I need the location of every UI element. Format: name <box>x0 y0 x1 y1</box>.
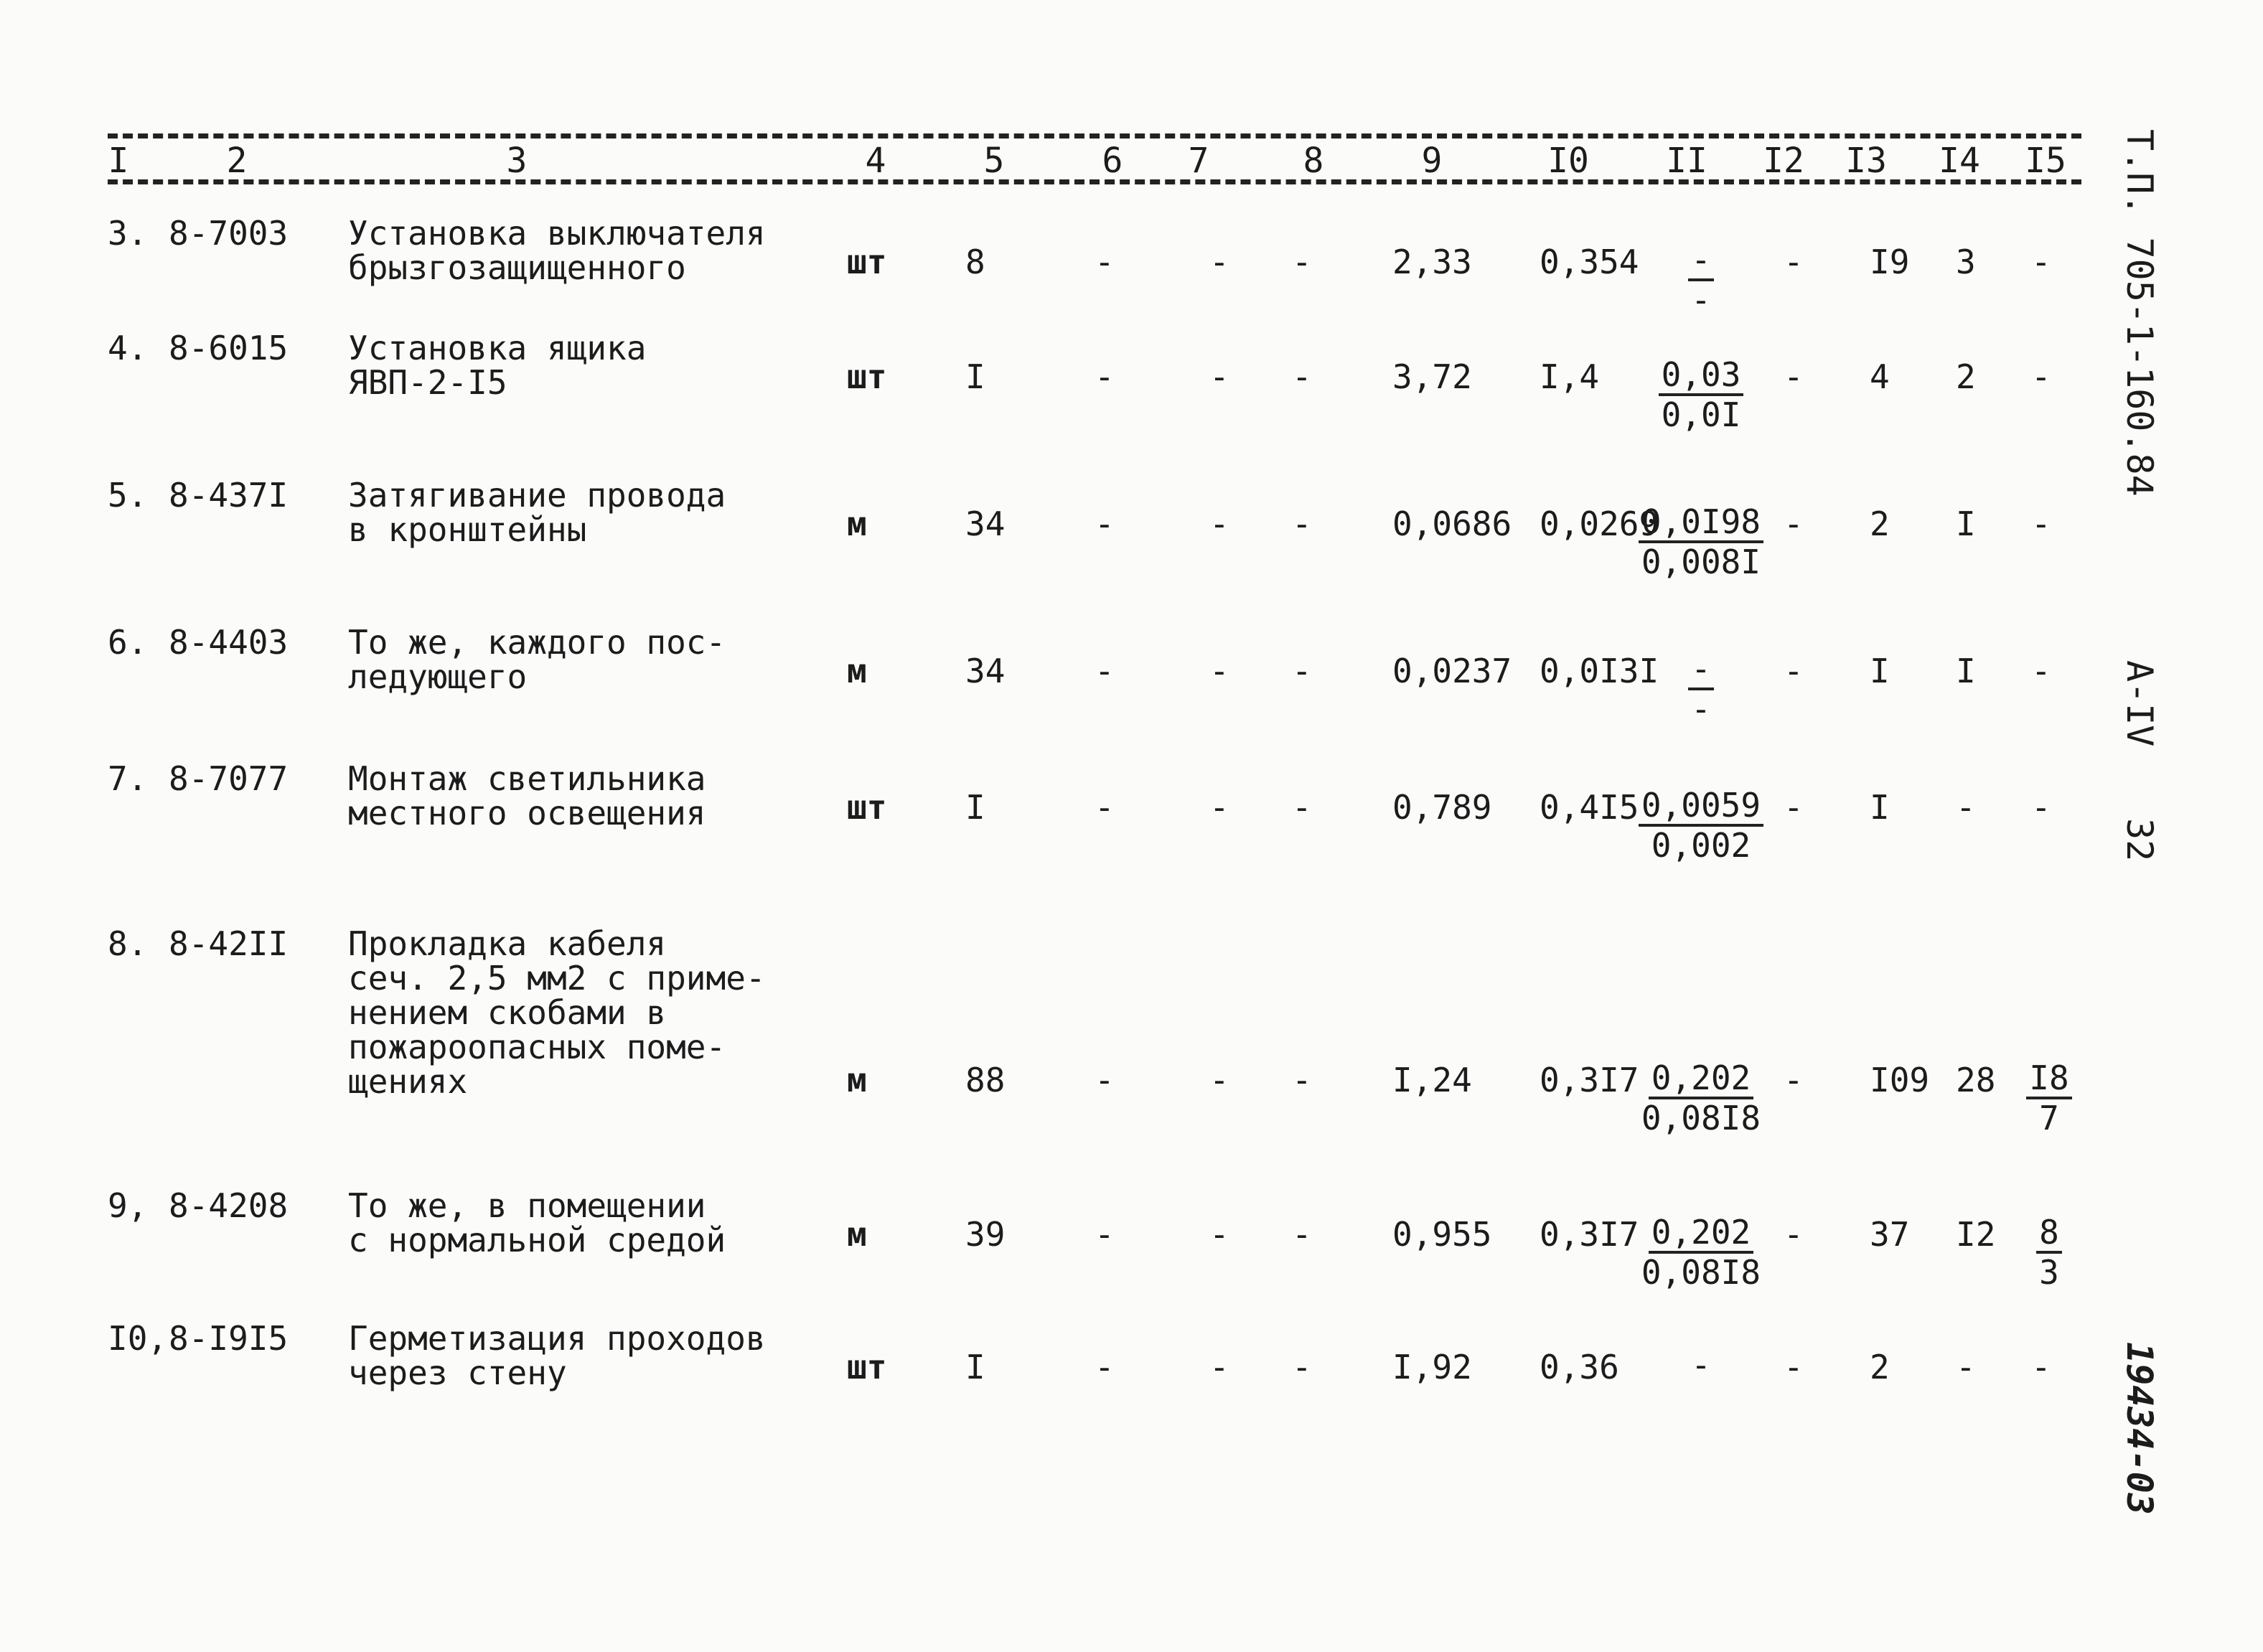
col9-value: 3,72 <box>1392 357 1472 396</box>
col9-value: 0,0237 <box>1392 652 1512 690</box>
col13-value: 2 <box>1870 504 1890 543</box>
quantity: 8 <box>965 243 985 281</box>
col10-value: I,4 <box>1540 357 1600 396</box>
work-description: То же, каждого пос- <box>348 623 726 662</box>
col14-value: 28 <box>1956 1061 1996 1099</box>
row-number: 5. <box>108 476 148 515</box>
work-description: в кронштейны <box>348 510 587 549</box>
col11-denominator: 0,08I8 <box>1641 1253 1761 1292</box>
col11-fraction <box>1629 1059 1773 1137</box>
quantity: 39 <box>965 1215 1006 1254</box>
col12-value: - <box>1784 504 1804 543</box>
col-header-1: I <box>108 141 129 181</box>
norm-code: 8-4403 <box>169 623 289 662</box>
col6-value: - <box>1095 788 1115 827</box>
col15-denominator: 7 <box>2039 1099 2059 1137</box>
col11-denominator: - <box>1691 281 1711 319</box>
col-header-5: 5 <box>983 141 1005 181</box>
col6-value: - <box>1095 504 1115 543</box>
col11-numerator: - <box>1688 650 1714 690</box>
col13-value: 2 <box>1870 1348 1890 1386</box>
col11-fraction <box>1629 503 1773 581</box>
col-header-9: 9 <box>1421 141 1443 181</box>
col6-value: - <box>1095 1348 1115 1386</box>
col9-value: 0,955 <box>1392 1215 1492 1254</box>
col12-value: - <box>1784 1061 1804 1099</box>
norm-code: 8-42II <box>169 924 289 963</box>
col11-fraction <box>1629 650 1773 728</box>
col11-fraction <box>1629 241 1773 319</box>
col11-denominator: 0,08I8 <box>1641 1099 1761 1137</box>
quantity: I <box>965 788 985 827</box>
col7-value: - <box>1209 788 1229 827</box>
work-description: нением скобами в <box>348 993 667 1032</box>
col15-denominator: 3 <box>2039 1253 2059 1292</box>
col15-fraction <box>2017 1059 2081 1137</box>
col-header-4: 4 <box>865 141 886 181</box>
col11-numerator: 0,03 <box>1659 356 1744 396</box>
work-description: щениях <box>348 1062 468 1101</box>
col15-numerator: 8 <box>2036 1214 2062 1254</box>
quantity: I <box>965 1348 985 1386</box>
unit: шт <box>847 357 887 396</box>
col-header-6: 6 <box>1102 141 1123 181</box>
col11-numerator: 0,0I98 <box>1639 503 1763 543</box>
col11-numerator: - <box>1691 1346 1711 1384</box>
col-header-15: I5 <box>2025 141 2066 181</box>
quantity: 88 <box>965 1061 1006 1099</box>
col15-value: - <box>2031 504 2051 543</box>
col8-value: - <box>1292 1215 1312 1254</box>
col13-value: 4 <box>1870 357 1890 396</box>
quantity: I <box>965 357 985 396</box>
row-number: 9, <box>108 1186 148 1225</box>
work-description: пожароопасных поме- <box>348 1028 726 1066</box>
col12-value: - <box>1784 1348 1804 1386</box>
work-description: через стену <box>348 1353 567 1392</box>
col10-value: 0,354 <box>1540 243 1639 281</box>
col11-denominator: - <box>1691 690 1711 728</box>
col9-value: 2,33 <box>1392 243 1472 281</box>
col12-value: - <box>1784 357 1804 396</box>
col9-value: I,24 <box>1392 1061 1472 1099</box>
col14-value: - <box>1956 1348 1976 1386</box>
col6-value: - <box>1095 652 1115 690</box>
doc-code: Т.П. 705-1-160.84 <box>2119 129 2160 497</box>
col9-value: 0,0686 <box>1392 504 1512 543</box>
row-number: 6. <box>108 623 148 662</box>
row-number: I0, <box>108 1319 168 1358</box>
col11-numerator: 0,202 <box>1649 1059 1753 1099</box>
col11-numerator: - <box>1688 241 1714 281</box>
unit: м <box>847 1215 867 1254</box>
inventory-number: 19434-03 <box>2119 1342 2160 1515</box>
col13-value: I9 <box>1870 243 1910 281</box>
col15-numerator: I8 <box>2026 1059 2071 1099</box>
col14-value: I2 <box>1956 1215 1996 1254</box>
unit: шт <box>847 243 887 281</box>
col11-fraction <box>1629 356 1773 433</box>
col11-fraction <box>1629 787 1773 864</box>
col-header-7: 7 <box>1188 141 1209 181</box>
col12-value: - <box>1784 652 1804 690</box>
norm-code: 8-6015 <box>169 329 289 367</box>
unit: шт <box>847 1348 887 1386</box>
col13-value: I09 <box>1870 1061 1930 1099</box>
col12-value: - <box>1784 1215 1804 1254</box>
row-number: 4. <box>108 329 148 367</box>
col11-denominator: 0,0I <box>1661 395 1741 434</box>
unit: м <box>847 504 867 543</box>
quantity: 34 <box>965 504 1006 543</box>
col7-value: - <box>1209 652 1229 690</box>
col7-value: - <box>1209 357 1229 396</box>
norm-code: 8-4208 <box>169 1186 289 1225</box>
work-description: Установка ящика <box>348 329 647 367</box>
col10-value: 0,0I3I <box>1540 652 1659 690</box>
col13-value: 37 <box>1870 1215 1910 1254</box>
work-description: Установка выключателя <box>348 214 766 253</box>
col6-value: - <box>1095 357 1115 396</box>
col6-value: - <box>1095 1061 1115 1099</box>
col11-denominator: 0,008I <box>1641 543 1761 581</box>
col11-numerator: 0,202 <box>1649 1214 1753 1254</box>
album-code: А-IV <box>2119 660 2160 747</box>
work-description: Затягивание провода <box>348 476 726 515</box>
quantity: 34 <box>965 652 1006 690</box>
col8-value: - <box>1292 788 1312 827</box>
work-description: Герметизация проходов <box>348 1319 766 1358</box>
work-description: Прокладка кабеля <box>348 924 667 963</box>
col15-value: - <box>2031 243 2051 281</box>
col10-value: 0,3I7 <box>1540 1061 1639 1099</box>
col14-value: I <box>1956 504 1976 543</box>
col-header-2: 2 <box>226 141 248 181</box>
col7-value: - <box>1209 1215 1229 1254</box>
col11-numerator: 0,0059 <box>1639 787 1763 827</box>
norm-code: 8-7077 <box>169 759 289 798</box>
unit: шт <box>847 788 887 827</box>
col8-value: - <box>1292 1061 1312 1099</box>
col15-value: - <box>2031 788 2051 827</box>
work-description: сеч. 2,5 мм2 с приме- <box>348 959 766 998</box>
work-description: с нормальной средой <box>348 1221 726 1259</box>
col14-value: 3 <box>1956 243 1976 281</box>
col-header-10: I0 <box>1547 141 1589 181</box>
col7-value: - <box>1209 1348 1229 1386</box>
col6-value: - <box>1095 1215 1115 1254</box>
work-description: брызгозащищенного <box>348 248 686 287</box>
page-number: 32 <box>2119 818 2160 862</box>
col11-fraction <box>1629 1214 1773 1291</box>
col10-value: 0,36 <box>1540 1348 1619 1386</box>
work-description: То же, в помещении <box>348 1186 706 1225</box>
col13-value: I <box>1870 788 1890 827</box>
col-header-14: I4 <box>1939 141 1980 181</box>
col10-value: 0,3I7 <box>1540 1215 1639 1254</box>
col15-fraction <box>2017 1214 2081 1291</box>
col14-value: - <box>1956 788 1976 827</box>
col10-value: 0,0269 <box>1540 504 1659 543</box>
col-header-8: 8 <box>1303 141 1324 181</box>
col10-value: 0,4I5 <box>1540 788 1639 827</box>
work-description: Монтаж светильника <box>348 759 706 798</box>
col7-value: - <box>1209 504 1229 543</box>
col12-value: - <box>1784 243 1804 281</box>
col11-fraction <box>1629 1346 1773 1384</box>
unit: м <box>847 652 867 690</box>
col7-value: - <box>1209 1061 1229 1099</box>
row-number: 7. <box>108 759 148 798</box>
col15-value: - <box>2031 652 2051 690</box>
header-top-rule <box>108 133 2081 139</box>
col8-value: - <box>1292 504 1312 543</box>
row-number: 3. <box>108 214 148 253</box>
col8-value: - <box>1292 243 1312 281</box>
col11-denominator: 0,002 <box>1651 826 1751 865</box>
norm-code: 8-7003 <box>169 214 289 253</box>
norm-code: 8-437I <box>169 476 289 515</box>
work-description: ледующего <box>348 657 528 696</box>
norm-code: 8-I9I5 <box>169 1319 289 1358</box>
col-header-13: I3 <box>1845 141 1887 181</box>
unit: м <box>847 1061 867 1099</box>
col-header-11: II <box>1666 141 1707 181</box>
col14-value: 2 <box>1956 357 1976 396</box>
col-header-12: I2 <box>1763 141 1804 181</box>
col-header-3: 3 <box>506 141 528 181</box>
col15-value: - <box>2031 357 2051 396</box>
col8-value: - <box>1292 652 1312 690</box>
col15-value: - <box>2031 1348 2051 1386</box>
col8-value: - <box>1292 1348 1312 1386</box>
col7-value: - <box>1209 243 1229 281</box>
col9-value: 0,789 <box>1392 788 1492 827</box>
col14-value: I <box>1956 652 1976 690</box>
work-description: местного освещения <box>348 794 706 832</box>
row-number: 8. <box>108 924 148 963</box>
col8-value: - <box>1292 357 1312 396</box>
col13-value: I <box>1870 652 1890 690</box>
work-description: ЯВП-2-I5 <box>348 363 507 402</box>
col6-value: - <box>1095 243 1115 281</box>
col12-value: - <box>1784 788 1804 827</box>
col9-value: I,92 <box>1392 1348 1472 1386</box>
